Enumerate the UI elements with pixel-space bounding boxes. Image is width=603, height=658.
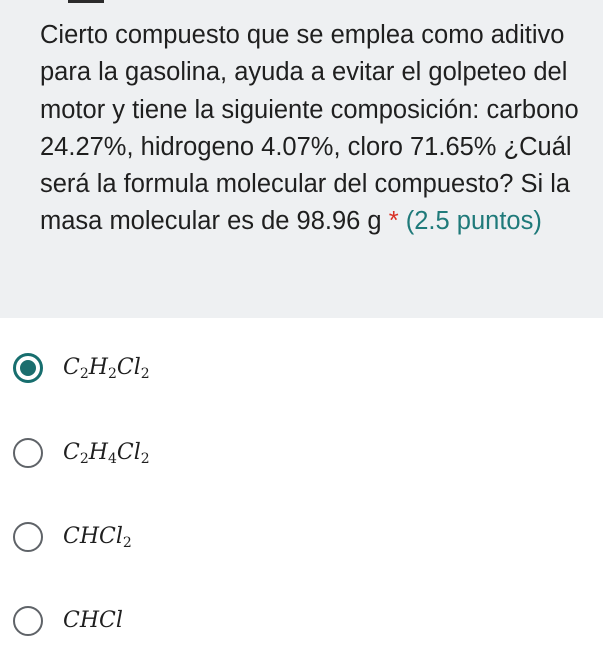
formula-symbol: C	[63, 440, 80, 465]
formula-symbol: Cl	[116, 355, 141, 380]
formula-symbol: H	[88, 440, 108, 465]
formula-subscript: 2	[140, 366, 150, 382]
option-chcl2[interactable]	[0, 504, 603, 564]
formula-subscript: 2	[79, 451, 89, 467]
option-label	[63, 440, 150, 467]
formula-symbol: H	[88, 355, 108, 380]
question-text: Cierto compuesto que se emplea como aditivo para la gasolina, ayuda a evitar el golpeteo del motor y tiene la siguiente composición: carbono 24.27%, hidrogeno 4.07%, cloro 71.65% ¿Cuál será la formula molecular del compuesto? Si la masa molecular es de 98.96 g	[40, 21, 579, 236]
option-chcl[interactable]	[0, 588, 603, 648]
formula-symbol: C	[63, 355, 80, 380]
option-label	[63, 608, 123, 633]
formula-symbol: Cl	[116, 440, 141, 465]
radio-button[interactable]	[13, 522, 43, 552]
question-points: (2.5 puntos)	[405, 207, 542, 236]
radio-button[interactable]	[13, 606, 43, 636]
formula-symbol: CHCl	[63, 608, 123, 633]
radio-button[interactable]	[13, 353, 43, 383]
formula-subscript: 4	[107, 451, 117, 467]
radio-button[interactable]	[13, 438, 43, 468]
question-title	[40, 17, 600, 241]
option-c2h2cl2[interactable]	[0, 335, 603, 395]
formula-symbol: CHCl	[63, 524, 123, 549]
formula-subscript: 2	[140, 451, 150, 467]
top-accent-bar	[68, 0, 104, 3]
formula-subscript: 2	[107, 366, 117, 382]
option-c2h4cl2[interactable]	[0, 420, 603, 480]
option-label	[63, 355, 150, 382]
formula-subscript: 2	[122, 535, 132, 551]
option-label	[63, 524, 132, 551]
required-marker: *	[388, 207, 399, 236]
formula-subscript: 2	[79, 366, 89, 382]
